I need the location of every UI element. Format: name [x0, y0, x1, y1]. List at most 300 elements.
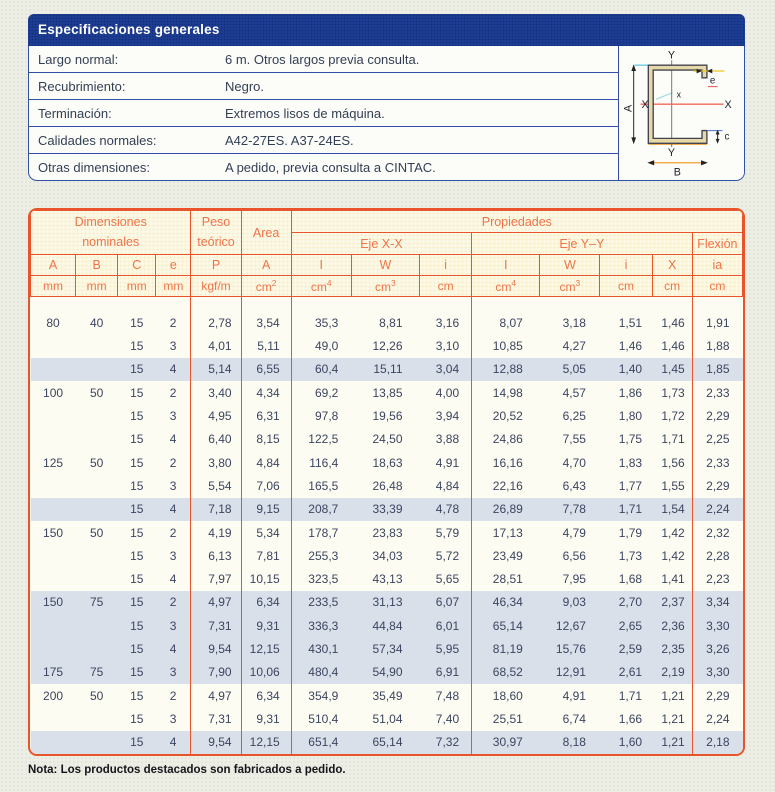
- column-unit: $cm^3$: [351, 276, 419, 297]
- table-cell: 2: [156, 591, 191, 614]
- label-a: A: [622, 104, 635, 113]
- table-cell: 178,7: [308, 525, 339, 540]
- spec-row-value: A42-27ES. A37-24ES.: [225, 132, 354, 148]
- table-cell: 4,91: [420, 451, 472, 474]
- table-cell: 4,97: [191, 591, 241, 614]
- table-cell: 4,57: [562, 385, 586, 400]
- table-row: [31, 731, 743, 754]
- spec-row: [29, 154, 618, 180]
- table-cell: [76, 474, 118, 497]
- table-cell: 4: [156, 637, 191, 660]
- table-cell: 6,25: [562, 409, 586, 424]
- table-cell: 17,13: [492, 525, 523, 540]
- table-cell: 13,85: [372, 385, 403, 400]
- spec-panel: [28, 14, 745, 181]
- table-cell: 65,14: [372, 735, 403, 750]
- table-cell: 3,18: [562, 316, 586, 331]
- table-cell: 7,32: [420, 731, 472, 754]
- table-row: [31, 614, 743, 637]
- table-cell: 2,29: [706, 409, 730, 424]
- table-row: [31, 707, 743, 730]
- table-header: [31, 211, 743, 297]
- table-cell: 651,4: [308, 735, 339, 750]
- spec-row-label: Otras dimensiones:: [38, 159, 150, 175]
- spec-rows: [29, 46, 618, 180]
- table-cell: 5,65: [420, 567, 472, 590]
- table-cell: 2,36: [652, 614, 692, 637]
- table-row: [31, 297, 743, 335]
- table-cell: 12,67: [555, 618, 586, 633]
- table-cell: 1,56: [652, 451, 692, 474]
- table-cell: 6,34: [241, 684, 291, 707]
- table-cell: 24,86: [492, 432, 523, 447]
- table-row: [31, 381, 743, 404]
- table-cell: 23,49: [492, 548, 523, 563]
- table-cell: 1,71: [618, 688, 643, 703]
- table-cell: 150: [43, 595, 64, 610]
- table-cell: 2: [156, 381, 191, 404]
- table-cell: 122,5: [308, 432, 339, 447]
- table-cell: 30,97: [492, 735, 523, 750]
- table-cell: 3: [156, 404, 191, 427]
- table-row: [31, 474, 743, 497]
- table-row: [31, 335, 743, 358]
- table-cell: 2,33: [706, 455, 730, 470]
- table-cell: 6,13: [191, 544, 241, 567]
- table-cell: 19,56: [372, 409, 403, 424]
- table-cell: [31, 544, 76, 567]
- table-cell: 5,34: [241, 521, 291, 544]
- table-cell: 50: [89, 688, 104, 703]
- label-b: B: [673, 166, 681, 179]
- table-cell: 5,95: [420, 637, 472, 660]
- table-cell: 208,7: [308, 502, 339, 517]
- table-cell: 1,46: [652, 297, 692, 335]
- table-cell: [31, 498, 76, 521]
- table-cell: 7,31: [191, 707, 241, 730]
- table-cell: 8,81: [379, 316, 403, 331]
- arrow-left: [706, 69, 711, 74]
- table-cell: 4,84: [241, 451, 291, 474]
- table-row: [31, 637, 743, 660]
- table-cell: 7,55: [562, 432, 586, 447]
- table-cell: 3: [156, 661, 191, 684]
- table-cell: 125: [43, 455, 64, 470]
- table-cell: 57,34: [372, 642, 403, 656]
- table-cell: 4: [156, 498, 191, 521]
- table-cell: 3,30: [706, 618, 730, 633]
- table-cell: 2: [156, 521, 191, 544]
- table-cell: 1,86: [618, 385, 643, 400]
- table-cell: 9,54: [191, 731, 241, 754]
- table-cell: 15: [130, 688, 144, 703]
- table-cell: 1,79: [618, 525, 643, 540]
- table-cell: 60,4: [314, 362, 339, 377]
- table-cell: [31, 474, 76, 497]
- table-cell: 3,54: [241, 297, 291, 335]
- table-cell: 1,85: [706, 362, 730, 377]
- table-cell: 7,31: [191, 614, 241, 637]
- table-cell: [31, 358, 76, 381]
- table-cell: 7,06: [241, 474, 291, 497]
- table-cell: 1,46: [618, 339, 643, 354]
- table-cell: [31, 335, 76, 358]
- table-cell: 6,56: [562, 548, 586, 563]
- table-cell: 15: [130, 711, 144, 726]
- spec-row-value: A pedido, previa consulta a CINTAC.: [225, 159, 436, 175]
- table-cell: 6,31: [241, 404, 291, 427]
- table-cell: 1,73: [618, 548, 643, 563]
- table-cell: 6,40: [191, 428, 241, 451]
- spec-panel-body: [28, 46, 745, 181]
- table-cell: 6,01: [420, 614, 472, 637]
- table-cell: 15: [130, 362, 144, 377]
- table-cell: 9,03: [562, 595, 586, 610]
- table-cell: [76, 498, 118, 521]
- table-cell: 100: [43, 385, 64, 400]
- table-cell: 23,83: [372, 525, 403, 540]
- table-cell: 49,0: [314, 339, 339, 354]
- table-cell: 80: [46, 316, 60, 331]
- spec-row: [29, 100, 618, 127]
- header-eje-xx: Eje X-X: [291, 233, 471, 255]
- group-header-row-1: [31, 211, 743, 233]
- table-cell: 75: [89, 665, 104, 680]
- table-cell: 2,78: [191, 297, 241, 335]
- table-cell: 50: [89, 525, 104, 540]
- table-cell: 46,34: [492, 595, 523, 610]
- table-cell: 7,48: [420, 684, 472, 707]
- table-cell: 6,07: [420, 591, 472, 614]
- column-unit: mm: [118, 276, 156, 297]
- table-cell: 15: [130, 618, 144, 633]
- table-cell: 65,14: [492, 618, 523, 633]
- spec-panel-title-bar: [28, 14, 745, 46]
- table-cell: [76, 544, 118, 567]
- table-cell: 1,51: [618, 316, 643, 331]
- table-cell: 4,97: [191, 684, 241, 707]
- table-cell: 3,88: [420, 428, 472, 451]
- table-cell: 12,26: [372, 339, 403, 354]
- table-cell: 18,60: [492, 688, 523, 703]
- table-cell: 323,5: [308, 572, 339, 587]
- table-row: [31, 404, 743, 427]
- table-cell: 26,89: [492, 502, 523, 517]
- table-cell: 12,91: [555, 665, 586, 680]
- table-row: [31, 451, 743, 474]
- table-cell: [31, 428, 76, 451]
- footnote: Nota: Los productos destacados son fabricados a pedido.: [28, 764, 346, 776]
- column-unit: mm: [156, 276, 191, 297]
- column-letter: X: [652, 255, 692, 276]
- table-cell: [76, 358, 118, 381]
- table-cell: 7,97: [191, 567, 241, 590]
- column-letter: C: [118, 255, 156, 276]
- table-cell: 2: [156, 684, 191, 707]
- table-cell: 2,24: [706, 711, 730, 726]
- table-cell: 97,8: [314, 409, 339, 424]
- column-letter: A: [241, 255, 291, 276]
- arrow-b-left: [647, 160, 654, 165]
- table-cell: 15: [130, 642, 144, 656]
- table-cell: 1,68: [618, 572, 643, 587]
- table-cell: [31, 637, 76, 660]
- table-cell: 200: [43, 688, 64, 703]
- column-unit: cm: [692, 276, 742, 297]
- table-cell: [76, 614, 118, 637]
- table-cell: 15: [130, 525, 144, 540]
- table-cell: 1,88: [706, 339, 730, 354]
- label-c: c: [723, 131, 729, 143]
- table-cell: 69,2: [314, 385, 339, 400]
- table-cell: 4,00: [420, 381, 472, 404]
- table-cell: 34,03: [372, 548, 403, 563]
- table-cell: 14,98: [492, 385, 523, 400]
- table-cell: 1,60: [618, 735, 643, 750]
- profile-diagram-panel: [618, 46, 744, 180]
- table-cell: 4,78: [420, 498, 472, 521]
- table-cell: [76, 707, 118, 730]
- table-cell: 6,74: [562, 711, 586, 726]
- table-cell: 2,23: [706, 572, 730, 587]
- table-cell: 2,61: [618, 665, 643, 680]
- table-cell: 8,15: [241, 428, 291, 451]
- table-cell: 6,55: [241, 358, 291, 381]
- table-cell: 15: [130, 385, 144, 400]
- spec-row: [29, 46, 618, 73]
- table-cell: 1,55: [652, 474, 692, 497]
- table-cell: 430,1: [308, 642, 339, 656]
- table-cell: 4,27: [562, 339, 586, 354]
- table-cell: 68,52: [492, 665, 523, 680]
- table-cell: 8,18: [562, 735, 586, 750]
- c-profile-diagram-icon: [621, 47, 743, 179]
- table-cell: 15: [130, 432, 144, 447]
- spec-row-label: Terminación:: [38, 105, 112, 121]
- table-cell: [31, 731, 76, 754]
- column-unit: cm: [600, 276, 652, 297]
- column-unit: mm: [76, 276, 118, 297]
- table-cell: 10,06: [241, 661, 291, 684]
- table-cell: 12,88: [492, 362, 523, 377]
- column-unit: $cm^4$: [291, 276, 351, 297]
- table-cell: 7,81: [241, 544, 291, 567]
- table-cell: 2,18: [706, 735, 730, 750]
- label-x-left: X: [640, 99, 649, 112]
- table-cell: 5,54: [191, 474, 241, 497]
- table-cell: 2,37: [652, 591, 692, 614]
- table-cell: 15: [130, 735, 144, 750]
- table-cell: 6,43: [562, 478, 586, 493]
- table-cell: 2,59: [618, 642, 643, 656]
- centroid-tick: [656, 93, 673, 100]
- column-letter: ia: [692, 255, 742, 276]
- table-cell: 2,70: [618, 595, 643, 610]
- table-cell: 43,13: [372, 572, 403, 587]
- arrow-down: [631, 137, 636, 144]
- table-cell: 480,4: [308, 665, 339, 680]
- table-cell: 24,50: [372, 432, 403, 447]
- table-cell: 3,94: [420, 404, 472, 427]
- table-cell: 12,15: [241, 637, 291, 660]
- table-cell: 6,34: [241, 591, 291, 614]
- spec-row-label: Recubrimiento:: [38, 78, 126, 94]
- column-unit: cm: [420, 276, 472, 297]
- table-cell: 5,05: [562, 362, 586, 377]
- table-cell: 16,16: [492, 455, 523, 470]
- table-cell: 31,13: [372, 595, 403, 610]
- label-y-top: Y: [667, 49, 675, 62]
- table-cell: 4: [156, 428, 191, 451]
- table-cell: 7,40: [420, 707, 472, 730]
- label-centroid-x: x: [676, 89, 681, 100]
- column-letter: I: [472, 255, 540, 276]
- table-cell: 51,04: [372, 711, 403, 726]
- table-cell: [31, 614, 76, 637]
- table-row: [31, 591, 743, 614]
- table-cell: 9,31: [241, 707, 291, 730]
- header-dimensiones-line1: Dimensiones: [74, 215, 147, 230]
- table-cell: 15: [130, 455, 144, 470]
- table-row: [31, 498, 743, 521]
- table-cell: [76, 731, 118, 754]
- table-cell: 4,19: [191, 521, 241, 544]
- table-cell: 15: [130, 409, 144, 424]
- table-cell: 5,79: [420, 521, 472, 544]
- table-cell: 50: [89, 385, 104, 400]
- table-cell: 44,84: [372, 618, 403, 633]
- header-peso-line2: teórico: [197, 234, 235, 249]
- table-cell: 18,63: [372, 455, 403, 470]
- table-cell: 2,33: [706, 385, 730, 400]
- column-letter: I: [291, 255, 351, 276]
- column-letter: e: [156, 255, 191, 276]
- column-unit: mm: [31, 276, 76, 297]
- table-cell: 2,29: [706, 478, 730, 493]
- column-letter: W: [540, 255, 600, 276]
- table-cell: [76, 637, 118, 660]
- header-dimensiones: [31, 211, 191, 255]
- label-y-bottom: Y: [667, 146, 675, 159]
- column-unit: $cm^3$: [540, 276, 600, 297]
- table-cell: 1,21: [652, 684, 692, 707]
- table-cell: 2,35: [652, 637, 692, 660]
- table-cell: 9,31: [241, 614, 291, 637]
- table-cell: 9,54: [191, 637, 241, 660]
- arrow-down-small: [715, 139, 719, 144]
- table-cell: 3,40: [191, 381, 241, 404]
- table-row: [31, 428, 743, 451]
- table-cell: 5,11: [241, 335, 291, 358]
- table-cell: 1,75: [618, 432, 643, 447]
- table-cell: 3,34: [706, 595, 730, 610]
- table-cell: 81,19: [492, 642, 523, 656]
- table-cell: 3,04: [420, 358, 472, 381]
- table-cell: 9,15: [241, 498, 291, 521]
- header-eje-yy: Eje Y–Y: [472, 233, 693, 255]
- table-cell: 4,70: [562, 455, 586, 470]
- table-cell: 1,41: [652, 567, 692, 590]
- column-unit: $cm^4$: [472, 276, 540, 297]
- table-cell: 1,77: [618, 478, 643, 493]
- table-cell: 175: [43, 665, 64, 680]
- table-cell: 233,5: [308, 595, 339, 610]
- table-cell: 2,19: [652, 661, 692, 684]
- table-cell: 4,91: [562, 688, 586, 703]
- table-cell: 5,14: [191, 358, 241, 381]
- table-cell: [31, 404, 76, 427]
- table-cell: 3: [156, 614, 191, 637]
- table-cell: 5,72: [420, 544, 472, 567]
- table-cell: 1,21: [652, 731, 692, 754]
- table-cell: 4: [156, 358, 191, 381]
- table-cell: 116,4: [309, 455, 339, 470]
- column-letters-row: [31, 255, 743, 276]
- table-cell: 2: [156, 297, 191, 335]
- table-cell: 336,3: [308, 618, 339, 633]
- table-cell: 15: [130, 339, 144, 354]
- table-cell: 20,52: [492, 409, 523, 424]
- table-cell: 7,18: [191, 498, 241, 521]
- table-cell: 35,3: [314, 316, 339, 331]
- table-cell: [31, 707, 76, 730]
- table-cell: 7,90: [191, 661, 241, 684]
- header-peso: [191, 211, 241, 255]
- table-cell: 2: [156, 451, 191, 474]
- header-area: Area: [241, 211, 291, 255]
- table-cell: 2,65: [618, 618, 643, 633]
- table-cell: 7,95: [562, 572, 586, 587]
- table-cell: 255,3: [308, 548, 339, 563]
- table-row: [31, 358, 743, 381]
- table-cell: 3,26: [706, 642, 730, 656]
- arrow-b-right: [701, 160, 708, 165]
- table-cell: 75: [89, 595, 104, 610]
- table-cell: 4: [156, 567, 191, 590]
- table-cell: 1,21: [652, 707, 692, 730]
- table-cell: 1,71: [618, 502, 643, 517]
- table-cell: 3,16: [420, 297, 472, 335]
- table-row: [31, 521, 743, 544]
- table-cell: 4,01: [191, 335, 241, 358]
- table-cell: 1,42: [652, 544, 692, 567]
- column-unit: cm: [652, 276, 692, 297]
- table-cell: 25,51: [492, 711, 523, 726]
- spec-row: [29, 127, 618, 154]
- spec-row-label: Largo normal:: [38, 51, 119, 67]
- column-letter: B: [76, 255, 118, 276]
- column-letter: i: [420, 255, 472, 276]
- spec-row-value: Negro.: [225, 78, 265, 94]
- spec-row-value: 6 m. Otros largos previa consulta.: [225, 51, 420, 67]
- table-cell: 50: [89, 455, 104, 470]
- table-cell: 150: [43, 525, 64, 540]
- header-flexion: Flexión: [692, 233, 742, 255]
- spec-row-label: Calidades normales:: [38, 132, 157, 148]
- table-cell: 510,4: [308, 711, 339, 726]
- table-cell: 35,49: [372, 688, 403, 703]
- table-cell: 354,9: [308, 688, 339, 703]
- table-cell: 1,72: [652, 404, 692, 427]
- table-cell: 1,54: [652, 498, 692, 521]
- table-cell: 2,25: [706, 432, 730, 447]
- table-cell: 3: [156, 335, 191, 358]
- table-cell: 3: [156, 707, 191, 730]
- properties-table: [30, 210, 743, 754]
- table-row: [31, 544, 743, 567]
- table-cell: 22,16: [492, 478, 523, 493]
- table-cell: 2,28: [706, 548, 730, 563]
